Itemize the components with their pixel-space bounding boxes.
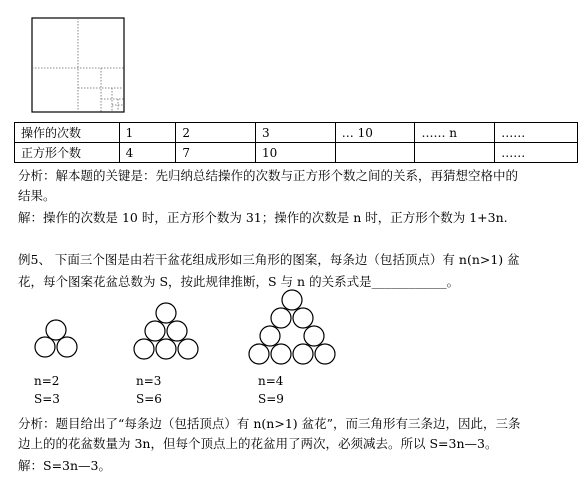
figure-3-s-label: S=9 (258, 392, 284, 406)
flower-pot (293, 344, 313, 364)
outer-square (32, 18, 124, 112)
flower-pot (156, 339, 176, 359)
analysis-1-line-2: 结果。 (18, 188, 56, 203)
flower-pot (271, 308, 291, 328)
figure-2-s-label: S=6 (136, 392, 162, 406)
table-cell (335, 143, 415, 163)
table-cell: 2 (176, 123, 256, 143)
table-cell: … 10 (335, 123, 415, 143)
table-cell: 1 (119, 123, 176, 143)
flower-pot (260, 326, 280, 346)
flower-pot-figure-1 (35, 320, 77, 357)
table-cell (415, 143, 495, 163)
table-row-operations (15, 123, 578, 143)
answer-2: 解：S=3n—3。 (18, 458, 111, 473)
table-row-squares (15, 143, 578, 163)
table-cell: 7 (176, 143, 256, 163)
square-diagram (32, 18, 124, 112)
analysis-2-line-1: 分析：题目给出了“每条边（包括顶点）有 n(n>1) 盆花”，而三角形有三条边，因此，三条 (18, 416, 521, 431)
operations-table (14, 122, 578, 163)
table-cell: …… (495, 123, 578, 143)
flower-pot (167, 321, 187, 341)
table-cell: 10 (256, 143, 336, 163)
flower-pot (315, 344, 335, 364)
analysis-2-line-2: 边上的的花盆数量为 3n，但每个顶点上的花盆用了两次，必须减去。所以 S=3n—3。 (18, 436, 498, 451)
flower-pot (156, 303, 176, 323)
flower-pot (134, 339, 154, 359)
table-cell: 3 (256, 123, 336, 143)
analysis-1-line-1: 分析：解本题的关键是：先归纳总结操作的次数与正方形个数之间的关系，再猜想空格中的 (18, 168, 519, 183)
flower-pot (282, 290, 302, 310)
figure-3-n-label: n=4 (258, 374, 284, 388)
flower-pot (271, 344, 291, 364)
table-cell: 正方形个数 (15, 143, 120, 163)
table-cell: 4 (119, 143, 176, 163)
example-5-line-1: 例5、 下面三个图是由若干盆花组成形如三角形的图案，每条边（包括顶点）有 n(n>1) 盆 (18, 252, 520, 267)
figure-1-s-label: S=3 (34, 392, 60, 406)
figure-1-n-label: n=2 (34, 374, 60, 388)
flower-pot (293, 308, 313, 328)
table-cell: …… n (415, 123, 495, 143)
flower-pot (178, 339, 198, 359)
example-5-line-2: 花，每个图案花盆总数为 S，按此规律推断，S 与 n 的关系式是____________。 (18, 274, 460, 289)
flower-pot (57, 337, 77, 357)
flower-pot-figure-3 (249, 290, 335, 364)
answer-1: 解：操作的次数是 10 时，正方形个数为 31；操作的次数是 n 时，正方形个数为 1+3n. (18, 210, 508, 225)
table-cell: …… (495, 143, 578, 163)
flower-pot (46, 320, 66, 340)
flower-pot (35, 337, 55, 357)
flower-pot (145, 321, 165, 341)
flower-pot (249, 344, 269, 364)
flower-pot-figure-2 (134, 303, 198, 359)
flower-pot (304, 326, 324, 346)
table-cell: 操作的次数 (15, 123, 120, 143)
figure-2-n-label: n=3 (136, 374, 162, 388)
